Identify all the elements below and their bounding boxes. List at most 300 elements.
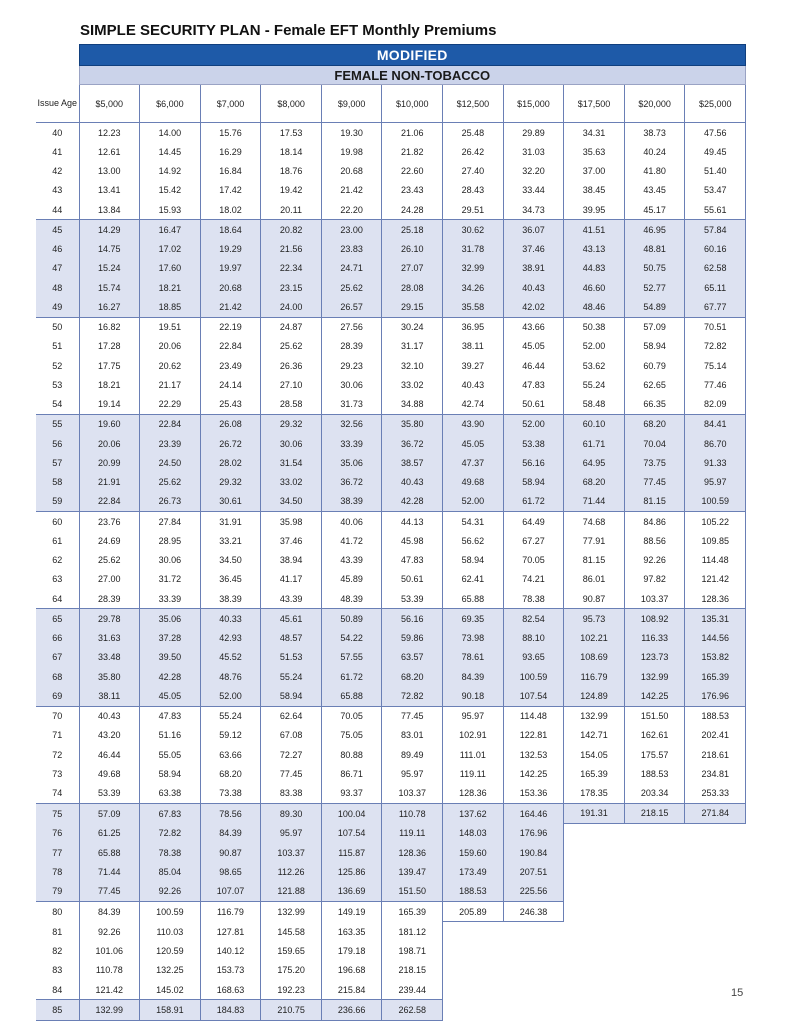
premium-cell: 91.33 (685, 453, 746, 472)
premium-cell: 26.73 (140, 492, 201, 512)
premium-cell: 121.88 (261, 882, 322, 902)
premium-cell: 84.39 (443, 667, 504, 686)
premium-cell: 207.51 (503, 863, 564, 882)
premium-cell: 67.27 (503, 531, 564, 550)
table-row (36, 278, 746, 297)
premium-cell: 40.06 (321, 512, 382, 532)
empty-cell (624, 922, 685, 942)
premium-cell: 52.00 (443, 492, 504, 512)
premium-cell: 47.83 (503, 375, 564, 394)
issue-age-cell: 63 (52, 574, 63, 585)
premium-cell: 20.06 (140, 337, 201, 356)
premium-cell: 151.50 (624, 706, 685, 726)
premium-cell: 21.06 (382, 123, 443, 143)
empty-cell (685, 942, 746, 961)
premium-cell: 95.97 (261, 824, 322, 844)
premium-cell: 142.71 (564, 726, 625, 745)
premium-cell: 38.45 (564, 181, 625, 200)
premium-cell: 31.91 (200, 512, 261, 532)
premium-cell: 70.04 (624, 434, 685, 453)
premium-cell: 36.95 (443, 317, 504, 337)
premium-cell: 110.78 (382, 803, 443, 823)
table-row (36, 200, 746, 220)
premium-cell: 253.33 (685, 784, 746, 804)
premium-cell: 210.75 (261, 1000, 322, 1020)
premium-cell: 72.27 (261, 745, 322, 764)
premium-cell: 32.99 (443, 259, 504, 278)
premium-cell: 23.00 (321, 220, 382, 240)
premium-cell: 218.15 (382, 961, 443, 980)
issue-age-cell: 71 (52, 730, 63, 741)
premium-cell: 16.47 (140, 220, 201, 240)
premium-cell: 21.17 (140, 375, 201, 394)
empty-cell (624, 980, 685, 1000)
premium-cell: 68.20 (624, 414, 685, 434)
issue-age-cell: 65 (36, 609, 79, 629)
premium-cell: 149.19 (321, 902, 382, 922)
premium-cell: 14.75 (79, 240, 140, 259)
issue-age-cell: 77 (36, 843, 79, 862)
issue-age-cell: 60 (36, 512, 79, 532)
premium-cell: 16.27 (79, 297, 140, 317)
issue-age-cell: 50 (36, 317, 79, 337)
premium-cell: 30.24 (382, 317, 443, 337)
table-row (36, 803, 746, 823)
premium-cell: 70.05 (321, 706, 382, 726)
premium-cell: 114.48 (503, 706, 564, 726)
premium-cell: 151.50 (382, 882, 443, 902)
premium-cell: 86.70 (685, 434, 746, 453)
premium-cell: 53.39 (382, 589, 443, 609)
premium-cell: 55.24 (200, 706, 261, 726)
premium-cell: 71.44 (564, 492, 625, 512)
premium-cell: 188.53 (685, 706, 746, 726)
premium-cell: 60.10 (564, 414, 625, 434)
premium-cell: 86.01 (564, 570, 625, 589)
premium-cell: 38.91 (503, 259, 564, 278)
premium-cell: 56.16 (503, 453, 564, 472)
premium-cell: 132.99 (564, 706, 625, 726)
empty-cell (564, 824, 625, 844)
premium-cell: 22.60 (382, 162, 443, 181)
premium-cell: 114.48 (685, 551, 746, 570)
table-row (36, 181, 746, 200)
premium-cell: 116.79 (564, 667, 625, 686)
premium-cell: 24.69 (79, 531, 140, 550)
premium-cell: 33.02 (382, 375, 443, 394)
premium-cell: 22.20 (321, 200, 382, 220)
subheader-spacer (36, 66, 79, 85)
empty-cell (564, 882, 625, 902)
empty-cell (443, 942, 504, 961)
premium-cell: 55.24 (261, 667, 322, 686)
premium-cell: 56.62 (443, 531, 504, 550)
premium-cell: 84.41 (685, 414, 746, 434)
premium-cell: 72.82 (140, 824, 201, 844)
premium-cell: 124.89 (564, 686, 625, 706)
premium-cell: 16.82 (79, 317, 140, 337)
premium-cell: 116.79 (200, 902, 261, 922)
table-row (36, 356, 746, 375)
empty-cell (685, 863, 746, 882)
premium-cell: 128.36 (685, 589, 746, 609)
premium-cell: 19.98 (321, 142, 382, 161)
premium-cell: 14.92 (140, 162, 201, 181)
premium-cell: 34.50 (200, 551, 261, 570)
table-row (36, 648, 746, 667)
premium-cell: 84.39 (79, 902, 140, 922)
premium-cell: 56.16 (382, 609, 443, 629)
premium-cell: 158.91 (140, 1000, 201, 1020)
table-row (36, 609, 746, 629)
premium-cell: 89.49 (382, 745, 443, 764)
premium-cell: 239.44 (382, 980, 443, 1000)
premium-cell: 148.03 (443, 824, 504, 844)
premium-cell: 67.08 (261, 726, 322, 745)
table-row (36, 259, 746, 278)
premium-cell: 88.10 (503, 629, 564, 648)
premium-cell: 30.61 (200, 492, 261, 512)
premium-cell: 90.18 (443, 686, 504, 706)
premium-cell: 28.58 (261, 395, 322, 415)
premium-cell: 28.08 (382, 278, 443, 297)
table-row (36, 123, 746, 143)
table-row (36, 337, 746, 356)
premium-cell: 59.86 (382, 629, 443, 648)
premium-cell: 29.51 (443, 200, 504, 220)
premium-cell: 33.48 (79, 648, 140, 667)
premium-cell: 110.03 (140, 922, 201, 942)
premium-cell: 62.41 (443, 570, 504, 589)
premium-cell: 145.02 (140, 980, 201, 1000)
premium-cell: 27.00 (79, 570, 140, 589)
table-row (36, 453, 746, 472)
premium-cell: 15.42 (140, 181, 201, 200)
premium-cell: 25.18 (382, 220, 443, 240)
table-row (36, 512, 746, 532)
empty-cell (564, 980, 625, 1000)
premium-cell: 29.32 (200, 473, 261, 492)
premium-cell: 68.20 (564, 473, 625, 492)
premium-cell: 15.76 (200, 123, 261, 143)
premium-cell: 84.86 (624, 512, 685, 532)
premium-cell: 59.12 (200, 726, 261, 745)
premium-cell: 29.15 (382, 297, 443, 317)
premium-cell: 44.13 (382, 512, 443, 532)
premium-cell: 103.37 (382, 784, 443, 804)
premium-cell: 17.02 (140, 240, 201, 259)
premium-cell: 12.23 (79, 123, 140, 143)
premium-cell: 43.20 (79, 726, 140, 745)
empty-cell (624, 824, 685, 844)
premium-cell: 45.61 (261, 609, 322, 629)
premium-cell: 31.78 (443, 240, 504, 259)
premium-cell: 57.09 (624, 317, 685, 337)
premium-cell: 159.60 (443, 843, 504, 862)
premium-cell: 95.73 (564, 609, 625, 629)
table-row (36, 297, 746, 317)
premium-cell: 29.89 (503, 123, 564, 143)
premium-cell: 61.72 (503, 492, 564, 512)
premium-cell: 60.79 (624, 356, 685, 375)
premium-cell: 12.61 (79, 142, 140, 161)
premium-cell: 26.08 (200, 414, 261, 434)
premium-cell: 34.31 (564, 123, 625, 143)
premium-cell: 65.88 (321, 686, 382, 706)
premium-cell: 82.09 (685, 395, 746, 415)
premium-cell: 37.28 (140, 629, 201, 648)
premium-cell: 120.59 (140, 942, 201, 961)
premium-cell: 51.53 (261, 648, 322, 667)
premium-cell: 43.45 (624, 181, 685, 200)
premium-cell: 24.00 (261, 297, 322, 317)
premium-cell: 39.50 (140, 648, 201, 667)
table-row (36, 843, 746, 862)
table-row (36, 414, 746, 434)
premium-cell: 37.46 (503, 240, 564, 259)
premium-cell: 40.43 (503, 278, 564, 297)
premium-cell: 52.00 (564, 337, 625, 356)
premium-cell: 23.83 (321, 240, 382, 259)
empty-cell (443, 1000, 504, 1020)
premium-cell: 236.66 (321, 1000, 382, 1020)
premium-cell: 19.60 (79, 414, 140, 434)
premium-cell: 21.82 (382, 142, 443, 161)
premium-cell: 22.29 (140, 395, 201, 415)
premium-cell: 70.05 (503, 551, 564, 570)
empty-cell (503, 961, 564, 980)
premium-cell: 51.40 (685, 162, 746, 181)
issue-age-cell: 58 (36, 473, 79, 492)
premium-cell: 132.99 (79, 1000, 140, 1020)
premium-cell: 61.72 (321, 667, 382, 686)
premium-cell: 178.35 (564, 784, 625, 804)
premium-cell: 30.62 (443, 220, 504, 240)
premium-cell: 116.33 (624, 629, 685, 648)
premium-cell: 25.62 (79, 551, 140, 570)
premium-cell: 89.30 (261, 803, 322, 823)
premium-cell: 28.02 (200, 453, 261, 472)
premium-cell: 23.43 (382, 181, 443, 200)
premium-cell: 63.66 (200, 745, 261, 764)
issue-age-cell: 57 (36, 453, 79, 472)
premium-cell: 47.56 (685, 123, 746, 143)
premium-cell: 83.01 (382, 726, 443, 745)
issue-age-cell: 42 (52, 166, 63, 177)
premium-cell: 95.97 (382, 764, 443, 783)
premium-cell: 18.14 (261, 142, 322, 161)
table-row (36, 824, 746, 844)
premium-cell: 173.49 (443, 863, 504, 882)
premium-cell: 28.43 (443, 181, 504, 200)
premium-cell: 31.63 (79, 629, 140, 648)
premium-cell: 192.23 (261, 980, 322, 1000)
premium-cell: 153.73 (200, 961, 261, 980)
premium-cell: 101.06 (79, 942, 140, 961)
premium-cell: 62.65 (624, 375, 685, 394)
issue-age-cell: 64 (52, 593, 63, 604)
premium-cell: 75.05 (321, 726, 382, 745)
premium-cell: 36.07 (503, 220, 564, 240)
empty-cell (624, 1000, 685, 1020)
empty-cell (443, 980, 504, 1000)
premium-cell: 176.96 (503, 824, 564, 844)
empty-cell (503, 922, 564, 942)
premium-cell: 132.99 (624, 667, 685, 686)
premium-cell: 132.53 (503, 745, 564, 764)
premium-cell: 38.39 (321, 492, 382, 512)
premium-cell: 47.37 (443, 453, 504, 472)
premium-cell: 31.72 (140, 570, 201, 589)
premium-cell: 132.25 (140, 961, 201, 980)
premium-cell: 121.42 (79, 980, 140, 1000)
premium-cell: 36.45 (200, 570, 261, 589)
premium-cell: 49.68 (443, 473, 504, 492)
premium-cell: 121.42 (685, 570, 746, 589)
premium-cell: 107.54 (503, 686, 564, 706)
table-row (36, 434, 746, 453)
premium-cell: 202.41 (685, 726, 746, 745)
column-header: $7,000 (200, 85, 261, 123)
issue-age-cell: 70 (36, 706, 79, 726)
premium-cell: 102.21 (564, 629, 625, 648)
premium-cell: 35.80 (79, 667, 140, 686)
issue-age-cell: 80 (36, 902, 79, 922)
premium-cell: 45.17 (624, 200, 685, 220)
premium-cell: 19.97 (200, 259, 261, 278)
table-row (36, 395, 746, 415)
issue-age-cell: 52 (52, 360, 63, 371)
premium-cell: 65.88 (443, 589, 504, 609)
premium-cell: 21.42 (200, 297, 261, 317)
premium-cell: 47.83 (140, 706, 201, 726)
premium-cell: 43.13 (564, 240, 625, 259)
premium-cell: 20.62 (140, 356, 201, 375)
premium-cell: 58.94 (503, 473, 564, 492)
premium-cell: 93.37 (321, 784, 382, 804)
premium-cell: 34.73 (503, 200, 564, 220)
table-row (36, 375, 746, 394)
premium-cell: 107.54 (321, 824, 382, 844)
premium-cell: 218.15 (624, 803, 685, 823)
premium-cell: 74.68 (564, 512, 625, 532)
table-row (36, 317, 746, 337)
premium-cell: 55.61 (685, 200, 746, 220)
premium-cell: 163.35 (321, 922, 382, 942)
premium-cell: 88.56 (624, 531, 685, 550)
premium-cell: 67.77 (685, 297, 746, 317)
premium-cell: 20.82 (261, 220, 322, 240)
column-header: $15,000 (503, 85, 564, 123)
premium-cell: 50.75 (624, 259, 685, 278)
premium-cell: 78.38 (503, 589, 564, 609)
premium-cell: 132.99 (261, 902, 322, 922)
premium-cell: 18.21 (79, 375, 140, 394)
premium-cell: 58.94 (443, 551, 504, 570)
premium-cell: 82.54 (503, 609, 564, 629)
empty-cell (564, 1000, 625, 1020)
premium-cell: 109.85 (685, 531, 746, 550)
column-header: $10,000 (382, 85, 443, 123)
issue-age-cell: 41 (52, 146, 63, 157)
issue-age-cell: 44 (52, 204, 63, 215)
issue-age-cell: 69 (36, 686, 79, 706)
premium-cell: 52.77 (624, 278, 685, 297)
premium-cell: 78.61 (443, 648, 504, 667)
premium-cell: 34.88 (382, 395, 443, 415)
premium-cell: 48.81 (624, 240, 685, 259)
premium-cell: 33.39 (140, 589, 201, 609)
issue-age-cell: 46 (36, 240, 79, 259)
premium-cell: 51.16 (140, 726, 201, 745)
premium-cell: 119.11 (443, 764, 504, 783)
empty-cell (624, 961, 685, 980)
premium-cell: 20.06 (79, 434, 140, 453)
premium-cell: 23.49 (200, 356, 261, 375)
premium-cell: 119.11 (382, 824, 443, 844)
premium-cell: 27.40 (443, 162, 504, 181)
premium-cell: 198.71 (382, 942, 443, 961)
premium-cell: 100.04 (321, 803, 382, 823)
empty-cell (443, 922, 504, 942)
premium-cell: 27.84 (140, 512, 201, 532)
table-row (36, 961, 746, 980)
table-row (36, 902, 746, 922)
table-row (36, 667, 746, 686)
premium-cell: 85.04 (140, 863, 201, 882)
premium-cell: 72.82 (382, 686, 443, 706)
premium-cell: 60.16 (685, 240, 746, 259)
premium-cell: 50.61 (503, 395, 564, 415)
issue-age-cell: 40 (36, 123, 79, 143)
premium-cell: 43.39 (321, 551, 382, 570)
premium-cell: 21.91 (79, 473, 140, 492)
premium-cell: 64.49 (503, 512, 564, 532)
premium-cell: 40.24 (624, 142, 685, 161)
premium-cell: 165.39 (382, 902, 443, 922)
premium-cell: 38.73 (624, 123, 685, 143)
premium-cell: 246.38 (503, 902, 564, 922)
premium-cell: 25.48 (443, 123, 504, 143)
premium-cell: 57.55 (321, 648, 382, 667)
premium-cell: 55.05 (140, 745, 201, 764)
table-row (36, 142, 746, 161)
premium-cell: 32.10 (382, 356, 443, 375)
table-row (36, 551, 746, 570)
issue-age-cell: 84 (52, 984, 63, 995)
premium-cell: 64.95 (564, 453, 625, 472)
premium-cell: 63.57 (382, 648, 443, 667)
premium-cell: 38.11 (443, 337, 504, 356)
table-row (36, 240, 746, 259)
premium-cell: 33.39 (321, 434, 382, 453)
premium-cell: 46.95 (624, 220, 685, 240)
table-row (36, 629, 746, 648)
premium-cell: 45.52 (200, 648, 261, 667)
table-row (36, 1000, 746, 1020)
premium-cell: 29.78 (79, 609, 140, 629)
premium-cell: 35.06 (321, 453, 382, 472)
table-banner: MODIFIED (79, 45, 746, 66)
premium-cell: 35.63 (564, 142, 625, 161)
empty-cell (503, 942, 564, 961)
issue-age-cell: 74 (52, 788, 63, 799)
premium-cell: 179.18 (321, 942, 382, 961)
issue-age-cell: 67 (36, 648, 79, 667)
empty-cell (685, 902, 746, 922)
premium-cell: 33.02 (261, 473, 322, 492)
table-row (36, 220, 746, 240)
